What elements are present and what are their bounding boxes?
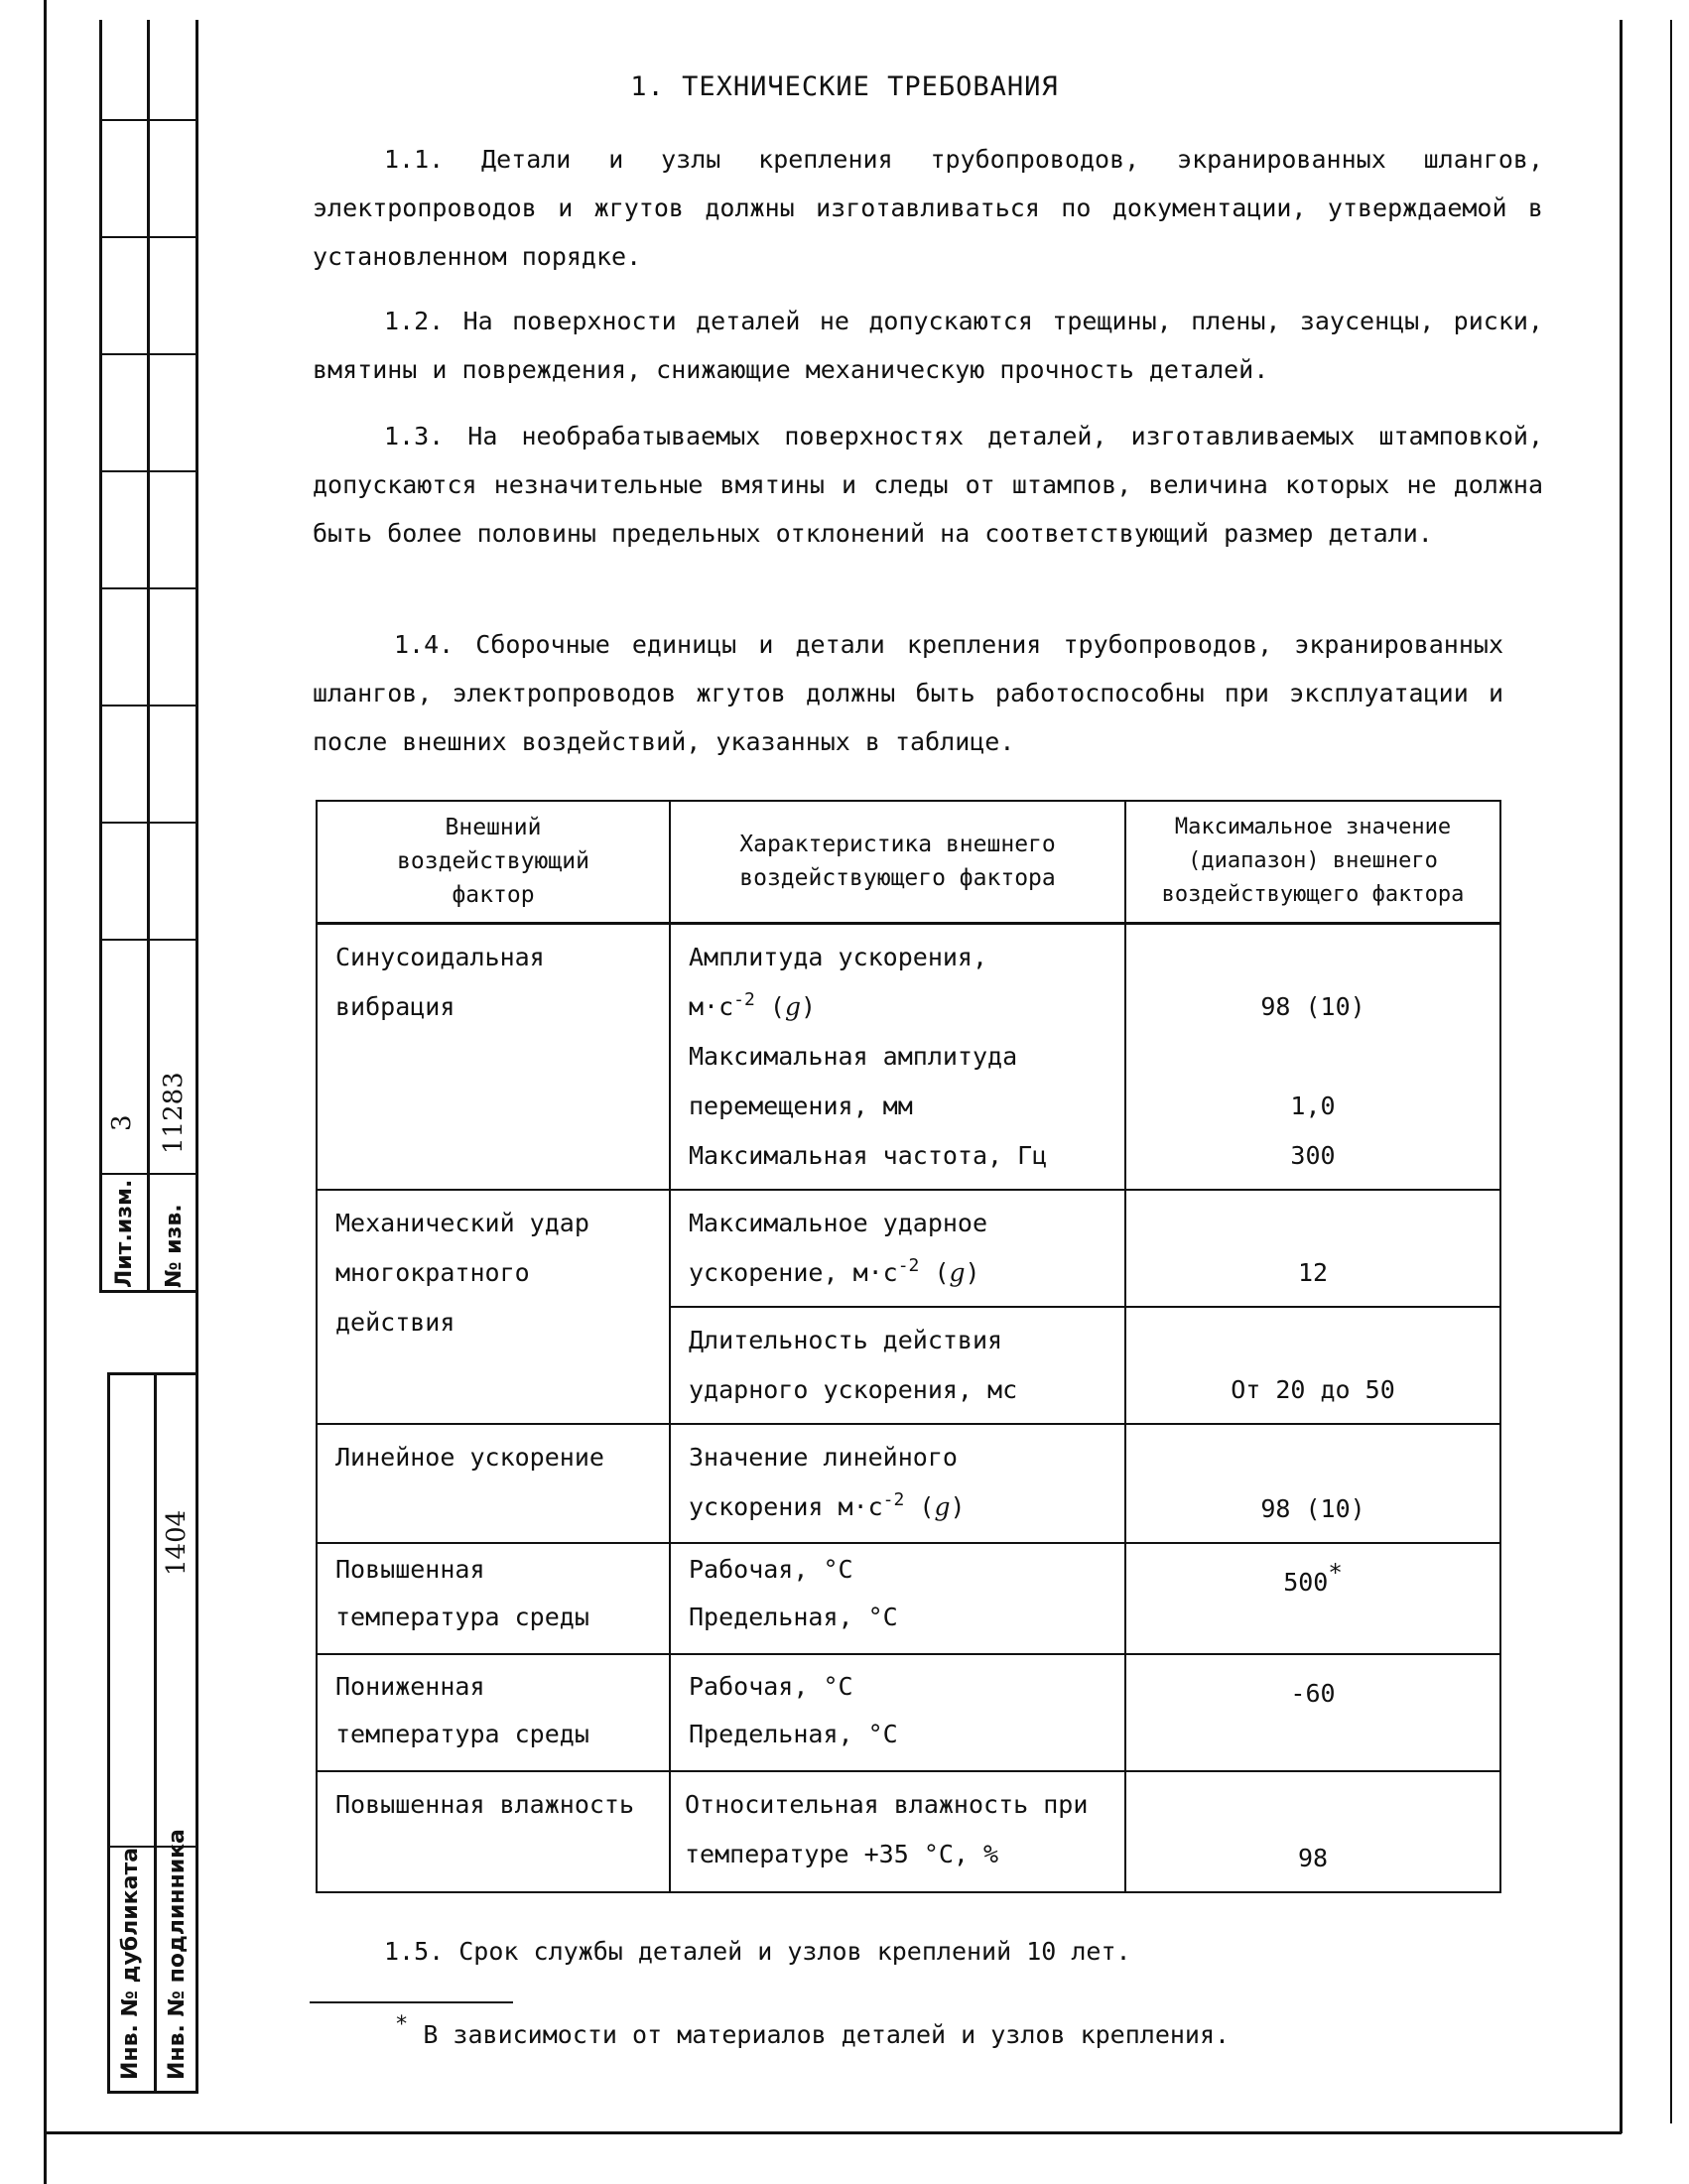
g-symbol: g bbox=[934, 1491, 951, 1521]
strip-divider bbox=[99, 470, 198, 472]
high-temp-value bbox=[1125, 1543, 1500, 1654]
humidity-value: 98 bbox=[1125, 1771, 1500, 1892]
frame-strip-mid bbox=[147, 20, 150, 1290]
vibration-values bbox=[1125, 923, 1500, 1190]
vibration-freq-value: 300 bbox=[1290, 1140, 1336, 1170]
cell-line: $м\cdot с^{-2}$ (g) bbox=[689, 988, 817, 1021]
footnote-text: В зависимости от материалов деталей и узлов крепления. bbox=[423, 2020, 1231, 2049]
frame-right-outer bbox=[1670, 20, 1672, 2123]
table-row bbox=[317, 923, 1500, 1190]
linear-factor: Линейное ускорение bbox=[317, 1424, 670, 1543]
strip-divider bbox=[99, 587, 198, 589]
exponent: -2 bbox=[733, 988, 755, 1010]
cell-line: перемещения, мм bbox=[689, 1091, 913, 1120]
cell-text: Значение линейного ускорения м·с bbox=[689, 1442, 958, 1521]
paragraph-text: 1.4. Сборочные единицы и детали крепления трубопроводов, экранированных шлангов, электропроводов жгутов должны быть работоспособны при эксплуатации и после внешних воздействий, указанных в таблице. bbox=[313, 630, 1503, 756]
n-izv-label: № изв. bbox=[162, 1204, 187, 1288]
cell-line: Рабочая, °С bbox=[689, 1554, 853, 1584]
cell-line: Максимальная амплитуда bbox=[689, 1041, 1018, 1071]
cell-line: Рабочая, °С bbox=[689, 1671, 853, 1701]
g-symbol: g bbox=[784, 991, 801, 1021]
frame-right bbox=[1620, 20, 1623, 2133]
linear-characteristic: Значение линейного ускорения $м\cdot с^{-2}$ (g) bbox=[670, 1424, 1125, 1543]
humidity-characteristic: Относительная влажность при температуре +35 °С, % bbox=[670, 1771, 1125, 1892]
strip-divider bbox=[99, 822, 198, 824]
shock-duration-characteristic: Длительность действия ударного ускорения, мс bbox=[670, 1307, 1125, 1424]
exponent: -2 bbox=[897, 1254, 920, 1276]
low-temp-value: -60 bbox=[1125, 1654, 1500, 1771]
footnote-mark: * bbox=[1328, 1558, 1343, 1587]
cell-line: Амплитуда ускорения, bbox=[689, 942, 988, 971]
cell-line bbox=[1144, 1032, 1482, 1082]
strip-divider bbox=[99, 119, 198, 121]
paragraph-1-3 bbox=[313, 412, 1543, 558]
lit-izm-label: Лит.изм. bbox=[112, 1179, 137, 1288]
vibration-accel-value: 98 (10) bbox=[1260, 991, 1365, 1021]
frame-strip-right bbox=[195, 20, 198, 2094]
header-characteristic: Характеристика внешнего воздействующего фактора bbox=[670, 801, 1125, 923]
shock-factor: Механический удар многократного действия bbox=[317, 1190, 670, 1424]
linear-value: 98 (10) bbox=[1125, 1424, 1500, 1543]
inv-dubl-label: Инв. № дубликата bbox=[118, 1847, 143, 2080]
vibration-disp-value: 1,0 bbox=[1290, 1091, 1336, 1120]
frame-strip-left bbox=[99, 20, 102, 1290]
high-temp-characteristic bbox=[670, 1543, 1125, 1654]
table-row bbox=[317, 1654, 1500, 1771]
unit: м·с bbox=[689, 991, 734, 1021]
footnote-mark: * bbox=[395, 2012, 409, 2037]
cell-line bbox=[1144, 933, 1482, 982]
low-temp-characteristic bbox=[670, 1654, 1125, 1771]
strip-divider bbox=[99, 1173, 198, 1175]
page-title: 1. ТЕХНИЧЕСКИЕ ТРЕБОВАНИЯ bbox=[630, 71, 1059, 102]
header-factor: Внешний воздействующий фактор bbox=[317, 801, 670, 923]
high-temp-factor: Повышенная температура среды bbox=[317, 1543, 670, 1654]
stamp-lower-mid bbox=[154, 1372, 157, 2093]
value-text: 500 bbox=[1283, 1567, 1329, 1597]
shock-duration-value: От 20 до 50 bbox=[1125, 1307, 1500, 1424]
paragraph-1-2 bbox=[313, 297, 1543, 394]
cell-line: Предельная, °С bbox=[689, 1602, 898, 1631]
strip-divider bbox=[99, 705, 198, 707]
g-symbol: g bbox=[949, 1257, 966, 1287]
paragraph-1-4 bbox=[313, 620, 1503, 766]
paragraph-1-1 bbox=[313, 135, 1543, 281]
header-max-value: Максимальное значение (диапазон) внешнего воздействующего фактора bbox=[1125, 801, 1500, 923]
table-row bbox=[317, 1771, 1500, 1892]
cell-line: Максимальная частота, Гц bbox=[689, 1140, 1048, 1170]
paragraph-text: 1.3. На необрабатываемых поверхностях деталей, изготавливаемых штамповкой, допускаются незначительные вмятины и следы от штампов, величина которых не должна быть более половины предельных отклонений на соответствующий размер детали. bbox=[313, 422, 1543, 548]
paragraph-text: 1.2. На поверхности деталей не допускаются трещины, плены, заусенцы, риски, вмятины и повреждения, снижающие механическую прочность деталей. bbox=[313, 307, 1543, 384]
table-header-row bbox=[317, 801, 1500, 923]
exponent: -2 bbox=[882, 1488, 905, 1510]
low-temp-factor: Пониженная температура среды bbox=[317, 1654, 670, 1771]
frame-bottom bbox=[44, 2131, 1622, 2134]
stamp-lower-left bbox=[107, 1372, 110, 2093]
strip-divider bbox=[99, 939, 198, 941]
n-izv-value: 11283 bbox=[159, 1072, 189, 1154]
footnote bbox=[395, 2012, 1231, 2049]
vibration-characteristic bbox=[670, 923, 1125, 1190]
paragraph-text: 1.5. Срок службы деталей и узлов креплений 10 лет. bbox=[384, 1937, 1131, 1966]
strip-divider bbox=[99, 236, 198, 238]
strip-divider bbox=[99, 353, 198, 355]
paragraph-text: 1.1. Детали и узлы крепления трубопроводов, экранированных шлангов, электропроводов и жгутов должны изготавливаться по документации, утверждаемой в установленном порядке. bbox=[313, 145, 1543, 271]
footnote-rule bbox=[310, 2001, 513, 2003]
paragraph-1-5 bbox=[313, 1927, 1543, 1976]
stamp-lower-top bbox=[107, 1372, 198, 1375]
humidity-factor: Повышенная влажность bbox=[317, 1771, 670, 1892]
cell-line: Предельная, °С bbox=[689, 1719, 898, 1748]
shock-accel-characteristic: Максимальное ударное ускорение, $м\cdot с^{-2}$ (g) bbox=[670, 1190, 1125, 1307]
table-row bbox=[317, 1190, 1500, 1307]
vibration-factor: Синусоидальная вибрация bbox=[317, 923, 670, 1190]
stamp-lower-bottom bbox=[107, 2091, 198, 2094]
cell-text: Максимальное ударное ускорение, м·с bbox=[689, 1208, 988, 1287]
shock-accel-value: 12 bbox=[1125, 1190, 1500, 1307]
lit-izm-value: 3 bbox=[107, 1114, 137, 1131]
inv-podl-value: 1404 bbox=[162, 1509, 192, 1576]
frame-left-outer bbox=[44, 0, 47, 2184]
table-row bbox=[317, 1543, 1500, 1654]
strip-divider bbox=[99, 1290, 198, 1293]
requirements-table bbox=[316, 800, 1501, 1893]
table-row bbox=[317, 1424, 1500, 1543]
inv-podl-label: Инв. № подлинника bbox=[165, 1829, 190, 2080]
